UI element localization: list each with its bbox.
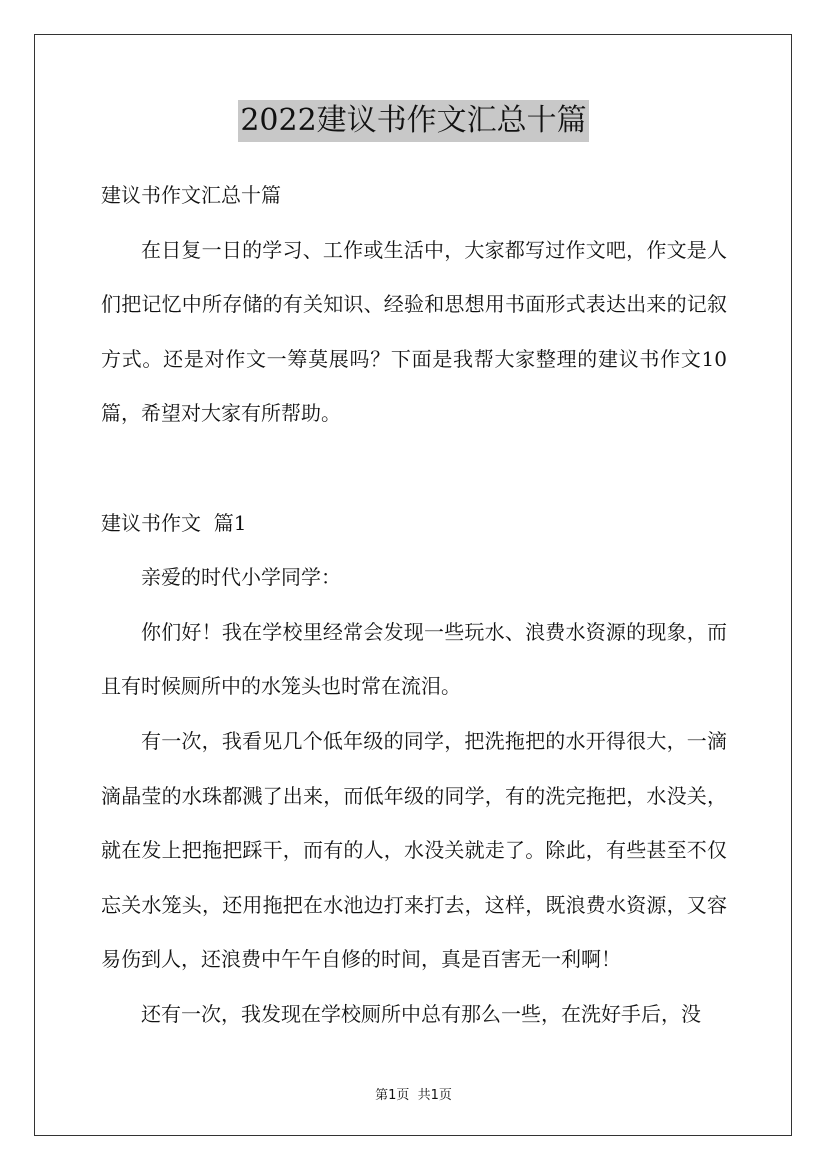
- body-paragraph: 你们好！我在学校里经常会发现一些玩水、浪费水资源的现象，而且有时候厕所中的水笼头也时常在流泪。: [101, 619, 727, 699]
- body-paragraph: 有一次，我看见几个低年级的同学，把洗拖把的水开得很大，一滴滴晶莹的水珠都溅了出来，而低年级的同学，有的洗完拖把，水没关，就在发上把拖把踩干，而有的人，水没关就走了。除此，有些甚至不仅忘关水笼头，还用拖把在水池边打来打去，这样，既浪费水资源，又容易伤到人，还浪费中午午自修的时间，真是百害无一利啊！: [101, 728, 727, 972]
- salutation: 亲爱的时代小学同学：: [141, 565, 341, 590]
- title-container: [0, 100, 827, 142]
- page-number: 第1页 共1页: [375, 1088, 452, 1103]
- page-footer: [0, 1084, 827, 1103]
- document-body: [101, 168, 727, 1042]
- page-title: 2022建议书作文汇总十篇: [238, 100, 588, 142]
- intro-paragraph: 在日复一日的学习、工作或生活中，大家都写过作文吧，作文是人们把记忆中所存储的有关知识、经验和思想用书面形式表达出来的记叙方式。还是对作文一筹莫展吗？下面是我帮大家整理的建议书作文10篇，希望对大家有所帮助。: [101, 237, 727, 426]
- blank-line: [101, 441, 727, 496]
- body-paragraph: 还有一次，我发现在学校厕所中总有那么一些，在洗好手后，没: [141, 1001, 701, 1026]
- section-heading: 建议书作文 篇1: [101, 510, 247, 535]
- subtitle: 建议书作文汇总十篇: [101, 183, 281, 207]
